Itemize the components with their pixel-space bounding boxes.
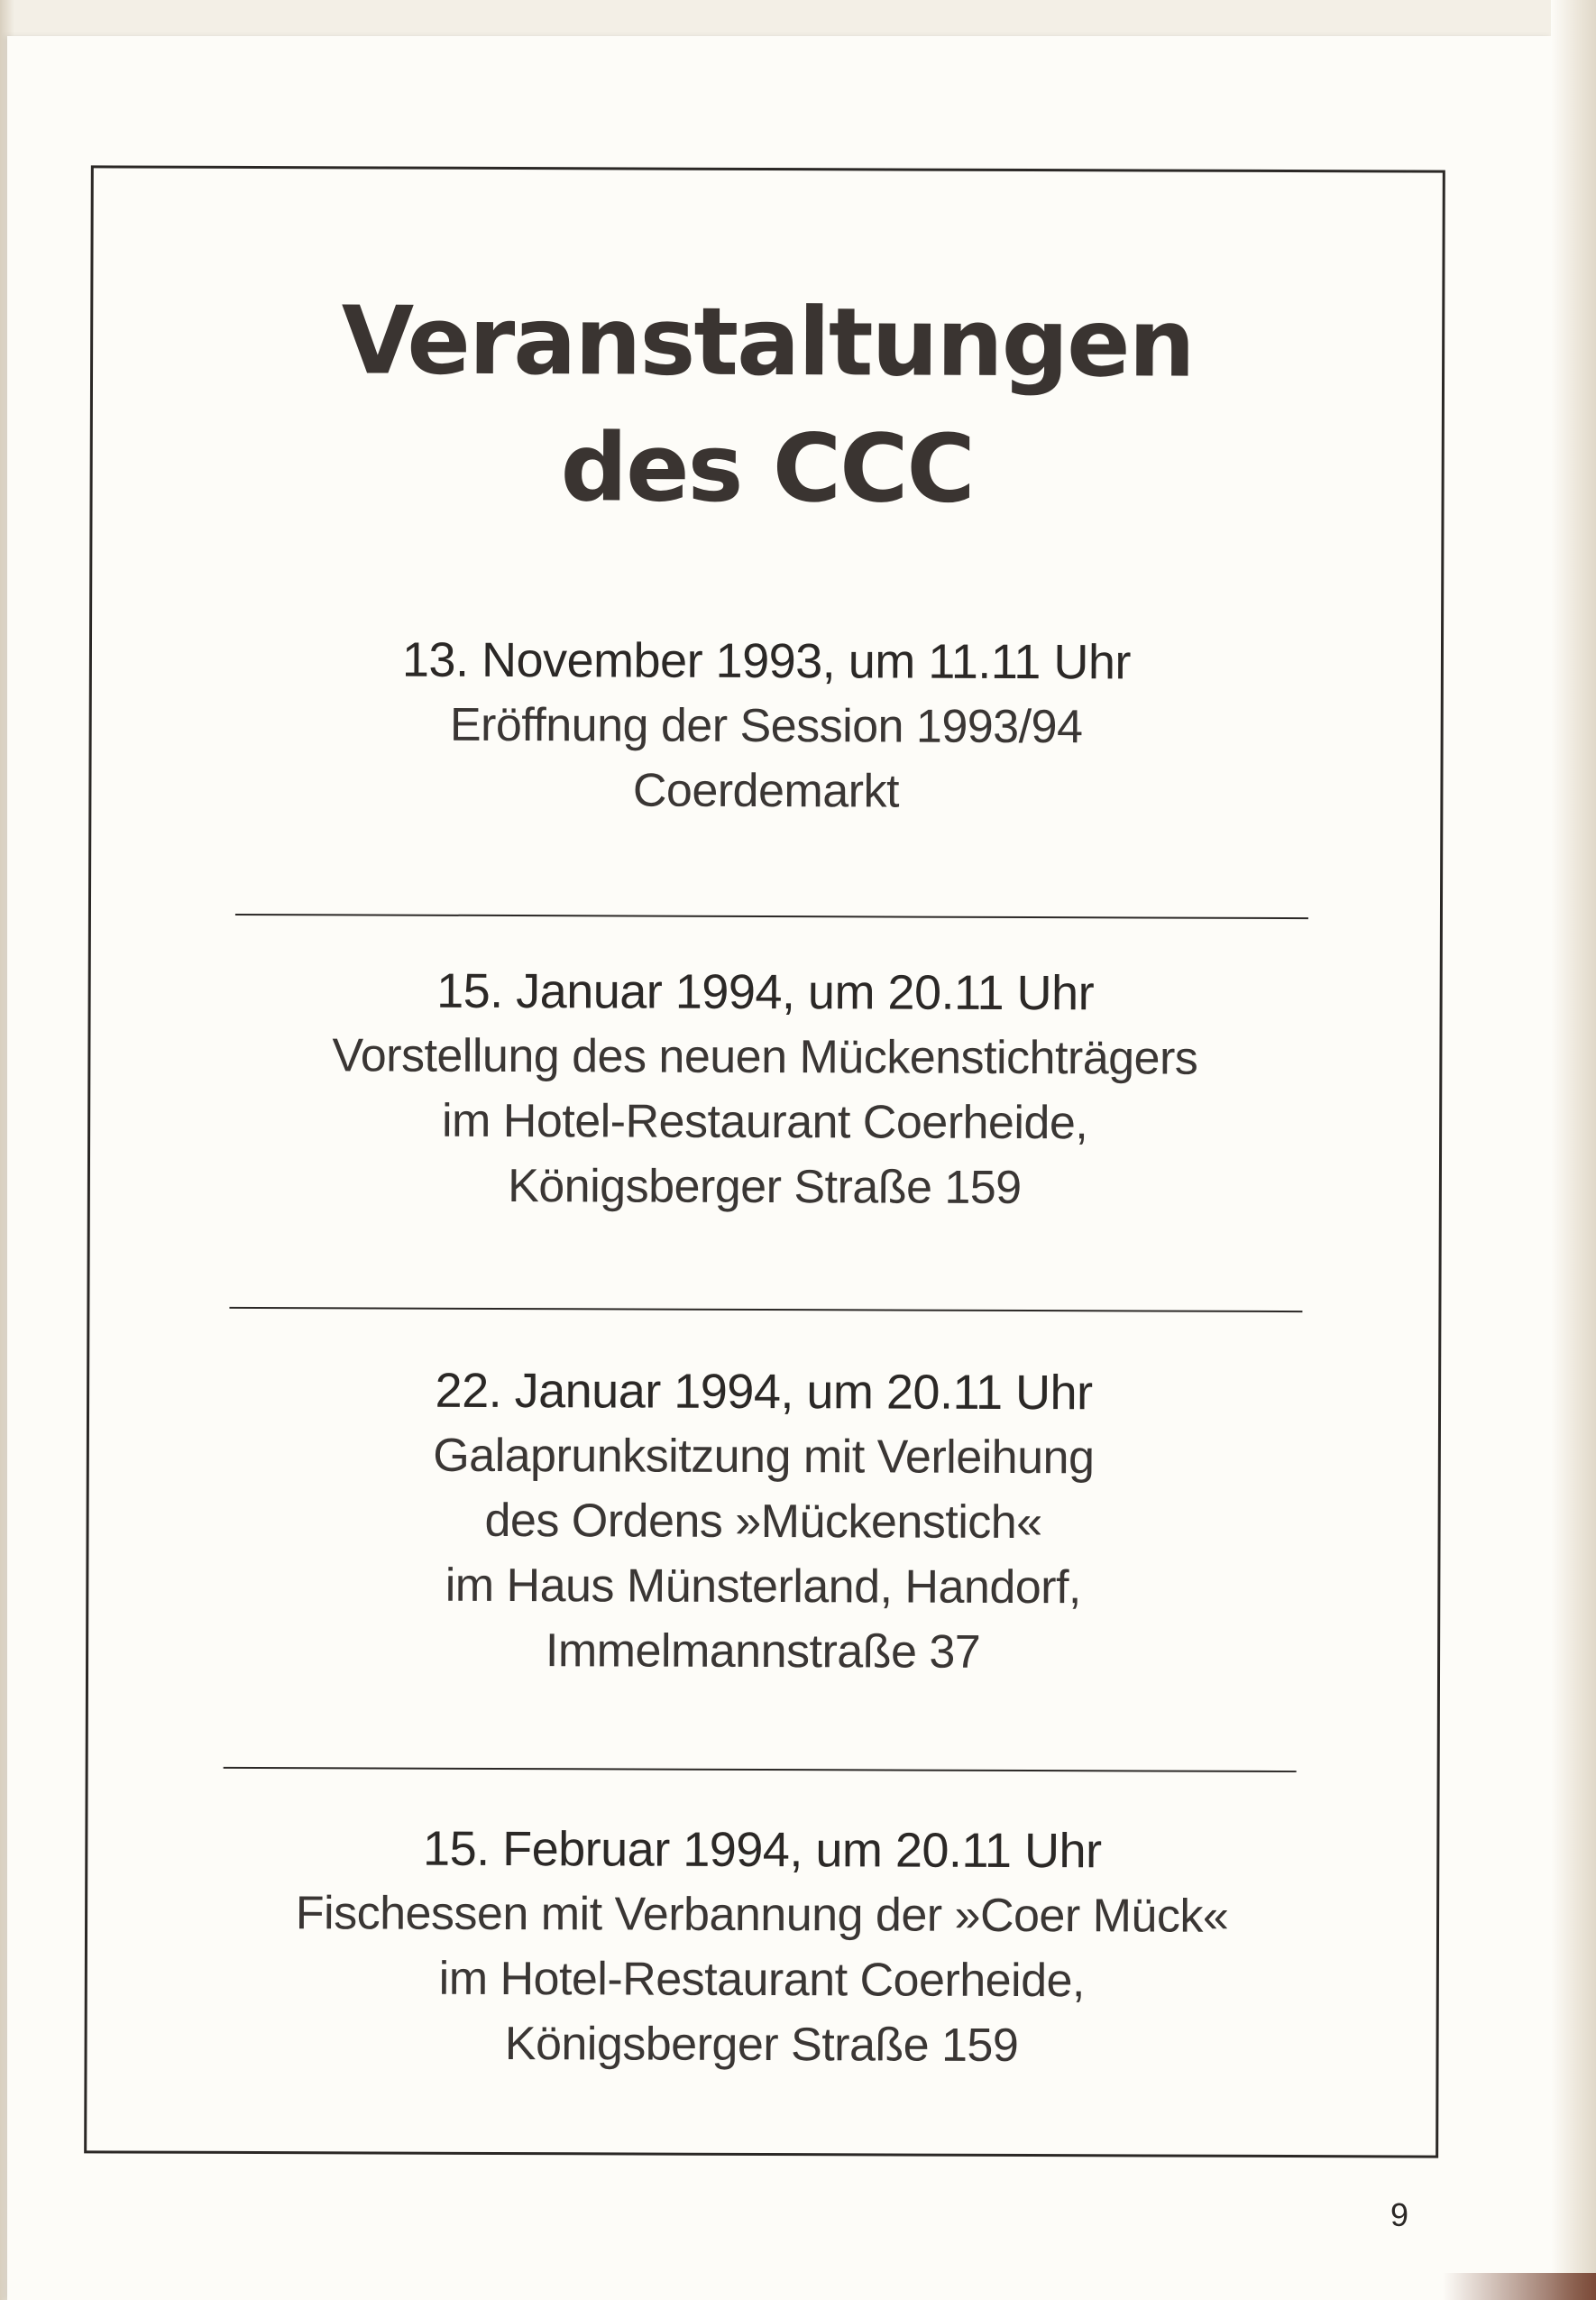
- event-address: Königsberger Straße 159: [508, 1160, 1022, 1214]
- event-3: [88, 1357, 1438, 1686]
- event-4: [87, 1815, 1436, 2079]
- event-description: Eröffnung der Session 1993/94: [449, 698, 1083, 754]
- event-address: Königsberger Straße 159: [504, 2018, 1019, 2072]
- event-location: im Hotel-Restaurant Coerheide,: [438, 1952, 1086, 2008]
- page-number: 9: [1390, 2196, 1409, 2233]
- event-date: 13. November 1993, um 11.11 Uhr: [401, 632, 1132, 690]
- page-title: [92, 276, 1442, 533]
- event-date: 22. Januar 1994, um 20.11 Uhr: [435, 1363, 1093, 1421]
- event-location: im Hotel-Restaurant Coerheide,: [441, 1094, 1088, 1150]
- divider-1: [235, 914, 1308, 919]
- title-line-2: des CCC: [560, 412, 974, 524]
- page-edge: [1551, 0, 1596, 2300]
- event-description: Vorstellung des neuen Mückenstichträgers: [332, 1029, 1198, 1085]
- event-address: Immelmannstraße 37: [545, 1624, 981, 1679]
- event-location: im Haus Münsterland, Handorf,: [445, 1559, 1082, 1615]
- event-description: Galaprunksitzung mit Verleihung: [433, 1429, 1095, 1485]
- event-date: 15. Januar 1994, um 20.11 Uhr: [436, 963, 1095, 1021]
- book-cover-edge: [1443, 2273, 1596, 2300]
- event-date: 15. Februar 1994, um 20.11 Uhr: [422, 1821, 1102, 1879]
- divider-2: [229, 1307, 1302, 1312]
- event-location: Coerdemarkt: [632, 764, 900, 818]
- divider-3: [224, 1767, 1297, 1772]
- event-description: des Ordens »Mückenstich«: [484, 1494, 1042, 1550]
- event-2: [90, 957, 1440, 1221]
- event-1: [91, 626, 1441, 825]
- title-line-1: Veranstaltungen: [341, 285, 1194, 399]
- content-frame: [84, 165, 1445, 2157]
- event-description: Fischessen mit Verbannung der »Coer Mück«: [295, 1887, 1229, 1943]
